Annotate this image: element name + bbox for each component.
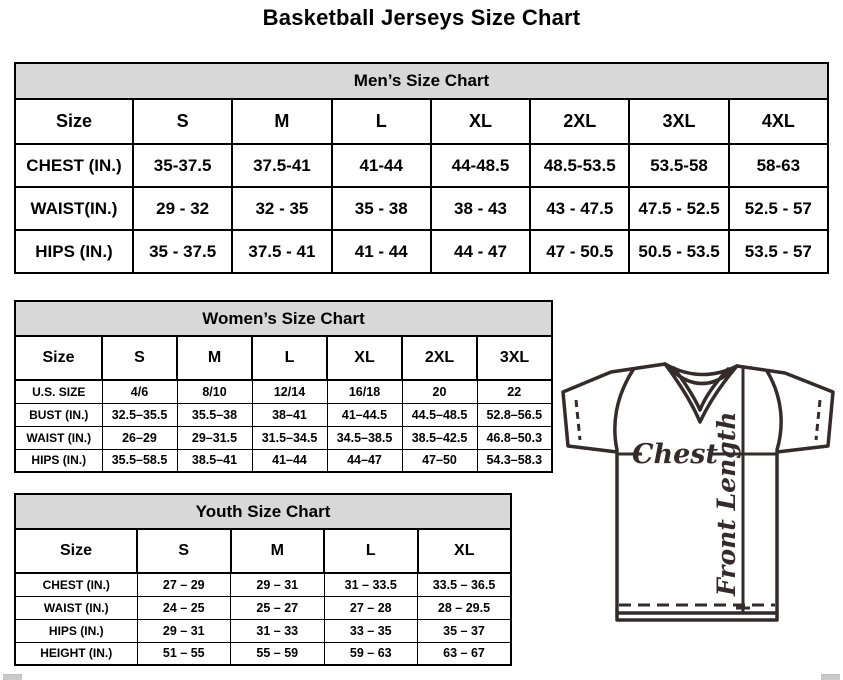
col-header: Size	[15, 336, 102, 380]
col-header: Size	[15, 99, 133, 144]
row-label-cell: WAIST (IN.)	[15, 596, 137, 619]
jersey-measurement-diagram	[553, 356, 843, 632]
mens-size-chart-section	[14, 62, 829, 274]
size-value-cell: 29 – 31	[137, 619, 231, 642]
size-value-cell: 20	[402, 380, 477, 403]
size-value-cell: 32 - 35	[232, 187, 331, 230]
row-label-cell: WAIST(IN.)	[15, 187, 133, 230]
size-value-cell: 38 - 43	[431, 187, 530, 230]
size-value-cell: 43 - 47.5	[530, 187, 629, 230]
col-header: 2XL	[530, 99, 629, 144]
row-label-cell: BUST (IN.)	[15, 403, 102, 426]
size-value-cell: 46.8–50.3	[477, 426, 552, 449]
size-value-cell: 27 – 29	[137, 573, 231, 596]
size-value-cell: 35.5–58.5	[102, 449, 177, 472]
size-value-cell: 55 – 59	[231, 642, 325, 665]
table-row	[15, 642, 511, 665]
front-length-measure-label: Front Length	[712, 411, 741, 596]
size-value-cell: 37.5 - 41	[232, 230, 331, 273]
size-value-cell: 29 - 32	[133, 187, 232, 230]
col-header: S	[133, 99, 232, 144]
table-row	[15, 380, 552, 403]
size-value-cell: 26–29	[102, 426, 177, 449]
size-value-cell: 25 – 27	[231, 596, 325, 619]
youth-size-table	[14, 528, 512, 666]
table-row	[15, 403, 552, 426]
col-header: M	[231, 529, 325, 573]
size-value-cell: 22	[477, 380, 552, 403]
size-value-cell: 28 – 29.5	[418, 596, 512, 619]
row-label-cell: CHEST (IN.)	[15, 144, 133, 187]
size-value-cell: 38.5–41	[177, 449, 252, 472]
size-value-cell: 53.5 - 57	[729, 230, 828, 273]
size-value-cell: 41 - 44	[332, 230, 431, 273]
table-row	[15, 573, 511, 596]
table-row	[15, 449, 552, 472]
row-label-cell: HIPS (IN.)	[15, 619, 137, 642]
size-value-cell: 41–44	[252, 449, 327, 472]
size-value-cell: 47 - 50.5	[530, 230, 629, 273]
size-value-cell: 47.5 - 52.5	[629, 187, 728, 230]
col-header: S	[137, 529, 231, 573]
col-header: L	[252, 336, 327, 380]
size-value-cell: 35.5–38	[177, 403, 252, 426]
col-header: S	[102, 336, 177, 380]
col-header: Size	[15, 529, 137, 573]
col-header: 4XL	[729, 99, 828, 144]
size-value-cell: 37.5-41	[232, 144, 331, 187]
size-value-cell: 41–44.5	[327, 403, 402, 426]
size-value-cell: 50.5 - 53.5	[629, 230, 728, 273]
row-label-cell: HEIGHT (IN.)	[15, 642, 137, 665]
womens-size-chart-section	[14, 300, 553, 473]
size-value-cell: 8/10	[177, 380, 252, 403]
row-label-cell: HIPS (IN.)	[15, 449, 102, 472]
col-header: 3XL	[477, 336, 552, 380]
size-value-cell: 35 - 38	[332, 187, 431, 230]
size-value-cell: 32.5–35.5	[102, 403, 177, 426]
col-header: L	[332, 99, 431, 144]
table-row	[15, 426, 552, 449]
size-value-cell: 41-44	[332, 144, 431, 187]
size-value-cell: 29 – 31	[231, 573, 325, 596]
table-row	[15, 619, 511, 642]
size-value-cell: 52.8–56.5	[477, 403, 552, 426]
size-value-cell: 4/6	[102, 380, 177, 403]
size-value-cell: 44–47	[327, 449, 402, 472]
col-header: M	[177, 336, 252, 380]
size-value-cell: 54.3–58.3	[477, 449, 552, 472]
row-label-cell: U.S. SIZE	[15, 380, 102, 403]
size-value-cell: 63 – 67	[418, 642, 512, 665]
col-header: XL	[327, 336, 402, 380]
size-value-cell: 29–31.5	[177, 426, 252, 449]
col-header: L	[324, 529, 418, 573]
size-value-cell: 27 – 28	[324, 596, 418, 619]
scrollbar-fragment-left[interactable]	[3, 674, 22, 680]
scrollbar-fragment-right[interactable]	[821, 674, 840, 680]
size-value-cell: 35 – 37	[418, 619, 512, 642]
chest-measure-label: Chest	[632, 439, 718, 470]
col-header: M	[232, 99, 331, 144]
jersey-diagram-icon	[553, 356, 843, 632]
size-value-cell: 47–50	[402, 449, 477, 472]
womens-size-table	[14, 335, 553, 473]
table-header-row	[15, 99, 828, 144]
table-row	[15, 230, 828, 273]
size-value-cell: 44-48.5	[431, 144, 530, 187]
size-value-cell: 44.5–48.5	[402, 403, 477, 426]
row-label-cell: WAIST (IN.)	[15, 426, 102, 449]
size-value-cell: 38.5–42.5	[402, 426, 477, 449]
youth-size-chart-section	[14, 493, 512, 666]
size-value-cell: 51 – 55	[137, 642, 231, 665]
size-value-cell: 12/14	[252, 380, 327, 403]
table-row	[15, 596, 511, 619]
size-value-cell: 48.5-53.5	[530, 144, 629, 187]
mens-chart-title: Men’s Size Chart	[14, 62, 829, 100]
size-value-cell: 53.5-58	[629, 144, 728, 187]
row-label-cell: CHEST (IN.)	[15, 573, 137, 596]
size-value-cell: 58-63	[729, 144, 828, 187]
table-row	[15, 187, 828, 230]
size-value-cell: 31 – 33.5	[324, 573, 418, 596]
col-header: 2XL	[402, 336, 477, 380]
size-value-cell: 59 – 63	[324, 642, 418, 665]
page-title: Basketball Jerseys Size Chart	[262, 5, 581, 30]
col-header: 3XL	[629, 99, 728, 144]
table-row	[15, 144, 828, 187]
size-value-cell: 44 - 47	[431, 230, 530, 273]
col-header: XL	[418, 529, 512, 573]
size-value-cell: 24 – 25	[137, 596, 231, 619]
size-value-cell: 52.5 - 57	[729, 187, 828, 230]
size-value-cell: 16/18	[327, 380, 402, 403]
table-header-row	[15, 529, 511, 573]
size-value-cell: 33 – 35	[324, 619, 418, 642]
size-value-cell: 35-37.5	[133, 144, 232, 187]
col-header: XL	[431, 99, 530, 144]
table-header-row	[15, 336, 552, 380]
size-value-cell: 35 - 37.5	[133, 230, 232, 273]
size-value-cell: 34.5–38.5	[327, 426, 402, 449]
size-value-cell: 31 – 33	[231, 619, 325, 642]
size-value-cell: 31.5–34.5	[252, 426, 327, 449]
row-label-cell: HIPS (IN.)	[15, 230, 133, 273]
size-value-cell: 33.5 – 36.5	[418, 573, 512, 596]
mens-size-table	[14, 98, 829, 274]
size-value-cell: 38–41	[252, 403, 327, 426]
youth-chart-title: Youth Size Chart	[14, 493, 512, 530]
womens-chart-title: Women’s Size Chart	[14, 300, 553, 337]
